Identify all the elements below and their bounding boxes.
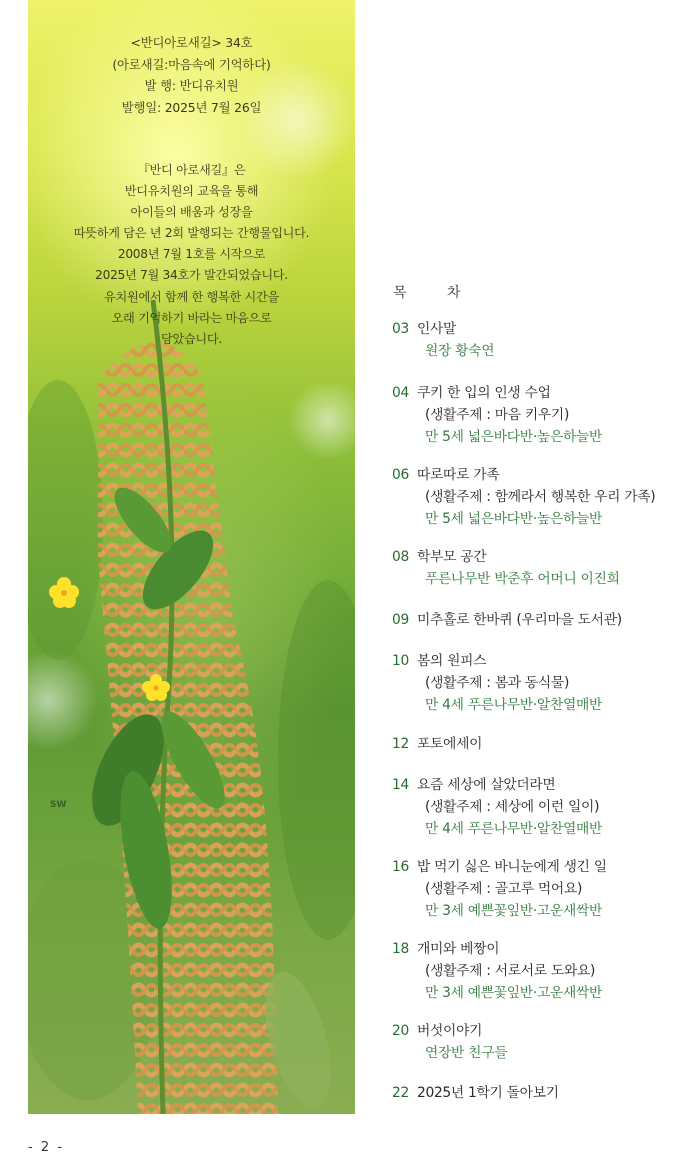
- toc-entry-title: 따로따로 가족: [417, 467, 500, 483]
- description-line: 오래 기억하기 바라는 마음으로: [111, 310, 272, 325]
- toc-entry[interactable]: [392, 1082, 697, 1104]
- toc-page-number: 08: [392, 549, 409, 565]
- toc-entry-subtitle: (생활주제 : 함께라서 행복한 우리 가족): [425, 489, 656, 505]
- toc-entry-title: 미추홀로 한바퀴 (우리마을 도서관): [417, 612, 622, 628]
- publish-date: 발행일: 2025년 7월 26일: [121, 99, 262, 115]
- toc-entry-title: 인사말: [417, 321, 457, 337]
- toc-entry-title: 봄의 원피스: [417, 653, 487, 669]
- toc-entry-note: 만 5세 넓은바다반·높은하늘반: [425, 511, 603, 527]
- toc-entry-note: 만 4세 푸른나무반·알찬열매반: [425, 697, 603, 713]
- toc-page-number: 12: [392, 736, 409, 752]
- toc-entry[interactable]: [392, 938, 697, 1004]
- publication-info: [28, 32, 355, 118]
- toc-entry-subtitle: (생활주제 : 세상에 이런 일이): [425, 799, 600, 815]
- toc-entry-note: 만 5세 넓은바다반·높은하늘반: [425, 429, 603, 445]
- publisher: 발 행: 반디유치원: [144, 78, 239, 93]
- description-line: 『반디 아로새길』은: [137, 163, 246, 177]
- description-line: 2025년 7월 34호가 발간되었습니다.: [95, 268, 288, 283]
- toc-entry[interactable]: [392, 318, 697, 362]
- photo-watermark: SW: [50, 800, 67, 810]
- toc-entry[interactable]: [392, 609, 697, 631]
- toc-entry[interactable]: [392, 856, 697, 922]
- toc-entry[interactable]: [392, 464, 697, 530]
- toc-entry-title: 학부모 공간: [417, 549, 487, 565]
- toc-page-number: 18: [392, 941, 409, 957]
- toc-entry-subtitle: (생활주제 : 마음 키우기): [425, 407, 570, 423]
- toc-entry-subtitle: (생활주제 : 골고루 먹어요): [425, 881, 583, 897]
- toc-entry-note: 원장 황숙연: [425, 343, 495, 359]
- toc-entry-note: 만 4세 푸른나무반·알찬열매반: [425, 821, 603, 837]
- toc-page-number: 22: [392, 1085, 409, 1101]
- description-line: 담았습니다.: [161, 331, 222, 346]
- toc-title: 목 차: [393, 285, 479, 301]
- toc-page-number: 04: [392, 385, 409, 401]
- issue-meaning: (아로새길:마음속에 기억하다): [112, 56, 271, 72]
- toc-entry-title: 밥 먹기 싫은 바니눈에게 생긴 일: [417, 859, 607, 875]
- description-line: 따뜻하게 담은 년 2회 발행되는 간행물입니다.: [73, 226, 310, 241]
- toc-entry-subtitle: (생활주제 : 서로서로 도와요): [425, 963, 596, 979]
- toc-entry-subtitle: (생활주제 : 봄과 동식물): [425, 675, 570, 691]
- toc-entry[interactable]: [392, 650, 697, 716]
- toc-entry-title: 버섯이야기: [417, 1023, 483, 1039]
- toc-page-number: 14: [392, 777, 409, 793]
- issue-line: <반디아로새길> 34호: [130, 35, 253, 50]
- toc-entry-title: 개미와 베짱이: [417, 941, 500, 957]
- toc-entry[interactable]: [392, 733, 697, 755]
- toc-entry-title: 요즘 세상에 살았더라면: [417, 777, 556, 793]
- toc-entry[interactable]: [392, 546, 697, 590]
- publication-description: [28, 160, 355, 350]
- toc-page-number: 16: [392, 859, 409, 875]
- toc-entry[interactable]: [392, 774, 697, 840]
- description-line: 유치원에서 함께 한 행복한 시간을: [104, 289, 279, 304]
- toc-page-number: 20: [392, 1023, 409, 1039]
- description-line: 반디유치원의 교육을 통해: [124, 184, 259, 199]
- cover-photo: [28, 0, 355, 1114]
- toc-entry[interactable]: [392, 382, 697, 448]
- toc-page-number: 03: [392, 321, 409, 337]
- toc-entry-note: 만 3세 예쁜꽃잎반·고운새싹반: [425, 985, 603, 1001]
- toc-entry-note: 연장반 친구들: [425, 1045, 508, 1061]
- toc-entry-note: 만 3세 예쁜꽃잎반·고운새싹반: [425, 903, 603, 919]
- description-line: 2008년 7월 1호를 시작으로: [117, 247, 266, 262]
- toc-page-number: 09: [392, 612, 409, 628]
- toc-entry-title: 쿠키 한 입의 인생 수업: [417, 385, 551, 401]
- toc-page-number: 10: [392, 653, 409, 669]
- toc-entry-title: 포토에세이: [417, 736, 483, 752]
- toc-entry-title: 2025년 1학기 돌아보기: [417, 1085, 559, 1101]
- toc-entry[interactable]: [392, 1020, 697, 1064]
- toc-page-number: 06: [392, 467, 409, 483]
- toc-entry-note: 푸른나무반 박준후 어머니 이진희: [425, 571, 620, 587]
- description-line: 아이들의 배움과 성장을: [130, 205, 253, 220]
- page-number: - 2 -: [28, 1140, 64, 1155]
